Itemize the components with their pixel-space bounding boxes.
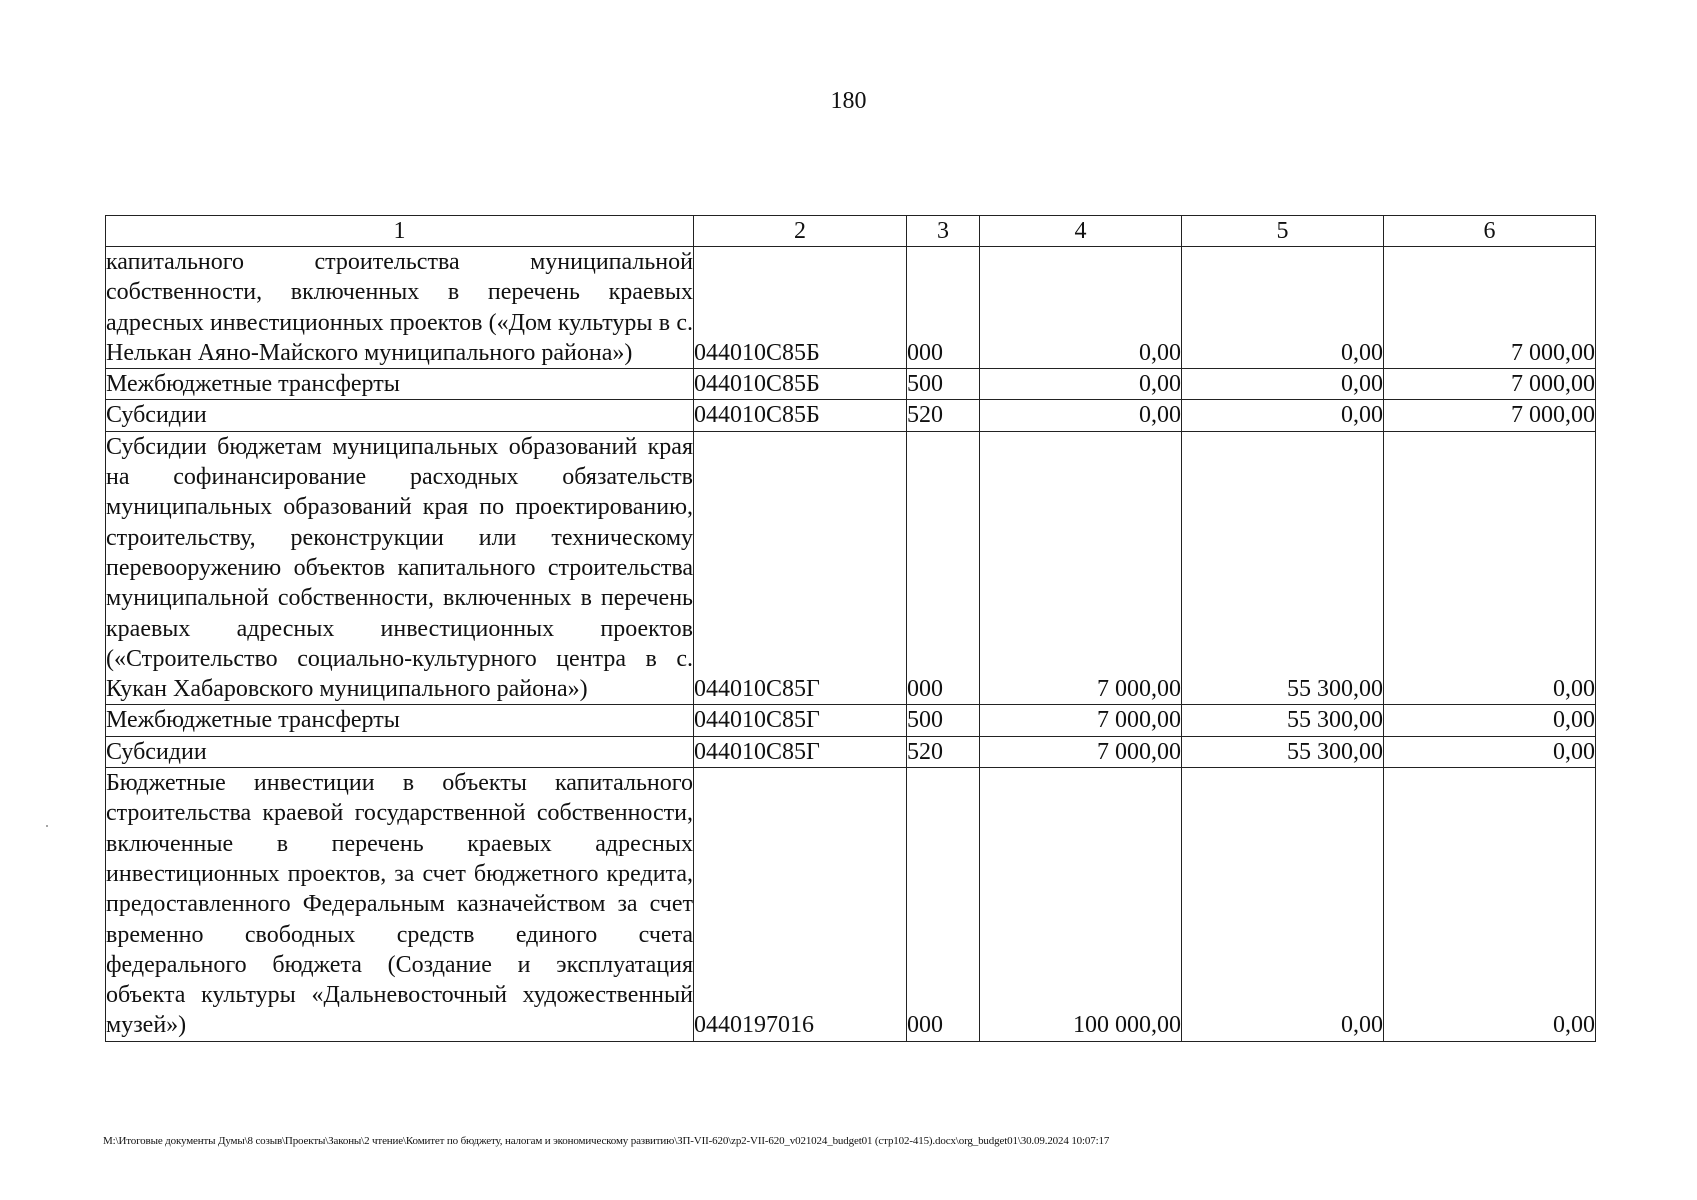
row-description: Субсидии бюджетам муниципальных образований края на софинансирование расходных обязательств муниципальных образований края по проектированию, строительству, реконструкции или техническому перевооружению объектов капитального строительства муниципальной собственности, включенных в перечень краевых адресных инвестиционных проектов («Строительство социально-культурного центра в с. Кукан Хабаровского муниципального района») (106, 431, 694, 705)
row-description: Бюджетные инвестиции в объекты капитального строительства краевой государственной собственности, включенные в перечень краевых адресных инвестиционных проектов, за счет бюджетного кредита, предоставленного Федеральным казначейством за счет временно свободных средств единого счета федерального бюджета (Создание и эксплуатация объекта культуры «Дальневосточный художественный музей») (106, 768, 694, 1042)
row-value-col6: 0,00 (1384, 736, 1596, 767)
row-value-col6: 7 000,00 (1384, 369, 1596, 400)
scan-artifact (46, 825, 48, 827)
row-expense-type: 000 (907, 768, 980, 1042)
header-row (106, 216, 1596, 247)
row-value-col5: 0,00 (1182, 768, 1384, 1042)
row-target-code: 044010С85Б (694, 247, 907, 369)
footer-file-path: M:\Итоговые документы Думы\8 созыв\Проекты\Законы\2 чтение\Комитет по бюджету, налогам и экономическому развитию\ЗП-VII-620\zp2-VII-620_v021024_budget01 (стр102-415).docx\org_budget01\30.09.2024 10:07:17 (103, 1135, 1110, 1147)
row-expense-type: 500 (907, 369, 980, 400)
row-value-col5: 55 300,00 (1182, 705, 1384, 736)
table-row (106, 705, 1596, 736)
row-value-col5: 0,00 (1182, 369, 1384, 400)
row-target-code: 044010С85Г (694, 705, 907, 736)
row-value-col4: 100 000,00 (980, 768, 1182, 1042)
row-value-col4: 7 000,00 (980, 736, 1182, 767)
column-header-4: 4 (980, 216, 1182, 247)
row-expense-type: 520 (907, 736, 980, 767)
row-description: Межбюджетные трансферты (106, 705, 694, 736)
table-row (106, 431, 1596, 705)
row-target-code: 0440197016 (694, 768, 907, 1042)
row-expense-type: 520 (907, 400, 980, 431)
row-value-col4: 0,00 (980, 400, 1182, 431)
table-header (106, 216, 1596, 247)
row-target-code: 044010С85Б (694, 400, 907, 431)
row-expense-type: 000 (907, 247, 980, 369)
row-value-col4: 0,00 (980, 369, 1182, 400)
column-header-6: 6 (1384, 216, 1596, 247)
row-value-col4: 0,00 (980, 247, 1182, 369)
row-target-code: 044010С85Б (694, 369, 907, 400)
row-description: Межбюджетные трансферты (106, 369, 694, 400)
table-row (106, 369, 1596, 400)
row-description: Субсидии (106, 736, 694, 767)
table-row (106, 247, 1596, 369)
row-target-code: 044010С85Г (694, 736, 907, 767)
table-row (106, 400, 1596, 431)
row-value-col5: 0,00 (1182, 247, 1384, 369)
column-header-3: 3 (907, 216, 980, 247)
row-value-col5: 55 300,00 (1182, 736, 1384, 767)
column-header-5: 5 (1182, 216, 1384, 247)
row-target-code: 044010С85Г (694, 431, 907, 705)
row-expense-type: 000 (907, 431, 980, 705)
row-value-col4: 7 000,00 (980, 705, 1182, 736)
row-description: Субсидии (106, 400, 694, 431)
column-header-2: 2 (694, 216, 907, 247)
budget-table (105, 215, 1596, 1042)
row-value-col4: 7 000,00 (980, 431, 1182, 705)
table-row (106, 768, 1596, 1042)
row-description: капитального строительства муниципальной собственности, включенных в перечень краевых адресных инвестиционных проектов («Дом культуры в с. Нелькан Аяно-Майского муниципального района») (106, 247, 694, 369)
row-expense-type: 500 (907, 705, 980, 736)
row-value-col6: 0,00 (1384, 768, 1596, 1042)
row-value-col6: 0,00 (1384, 705, 1596, 736)
column-header-1: 1 (106, 216, 694, 247)
row-value-col6: 0,00 (1384, 431, 1596, 705)
table-row (106, 736, 1596, 767)
page-number: 180 (830, 88, 867, 114)
row-value-col5: 0,00 (1182, 400, 1384, 431)
row-value-col6: 7 000,00 (1384, 247, 1596, 369)
table-body (106, 247, 1596, 1042)
row-value-col6: 7 000,00 (1384, 400, 1596, 431)
row-value-col5: 55 300,00 (1182, 431, 1384, 705)
